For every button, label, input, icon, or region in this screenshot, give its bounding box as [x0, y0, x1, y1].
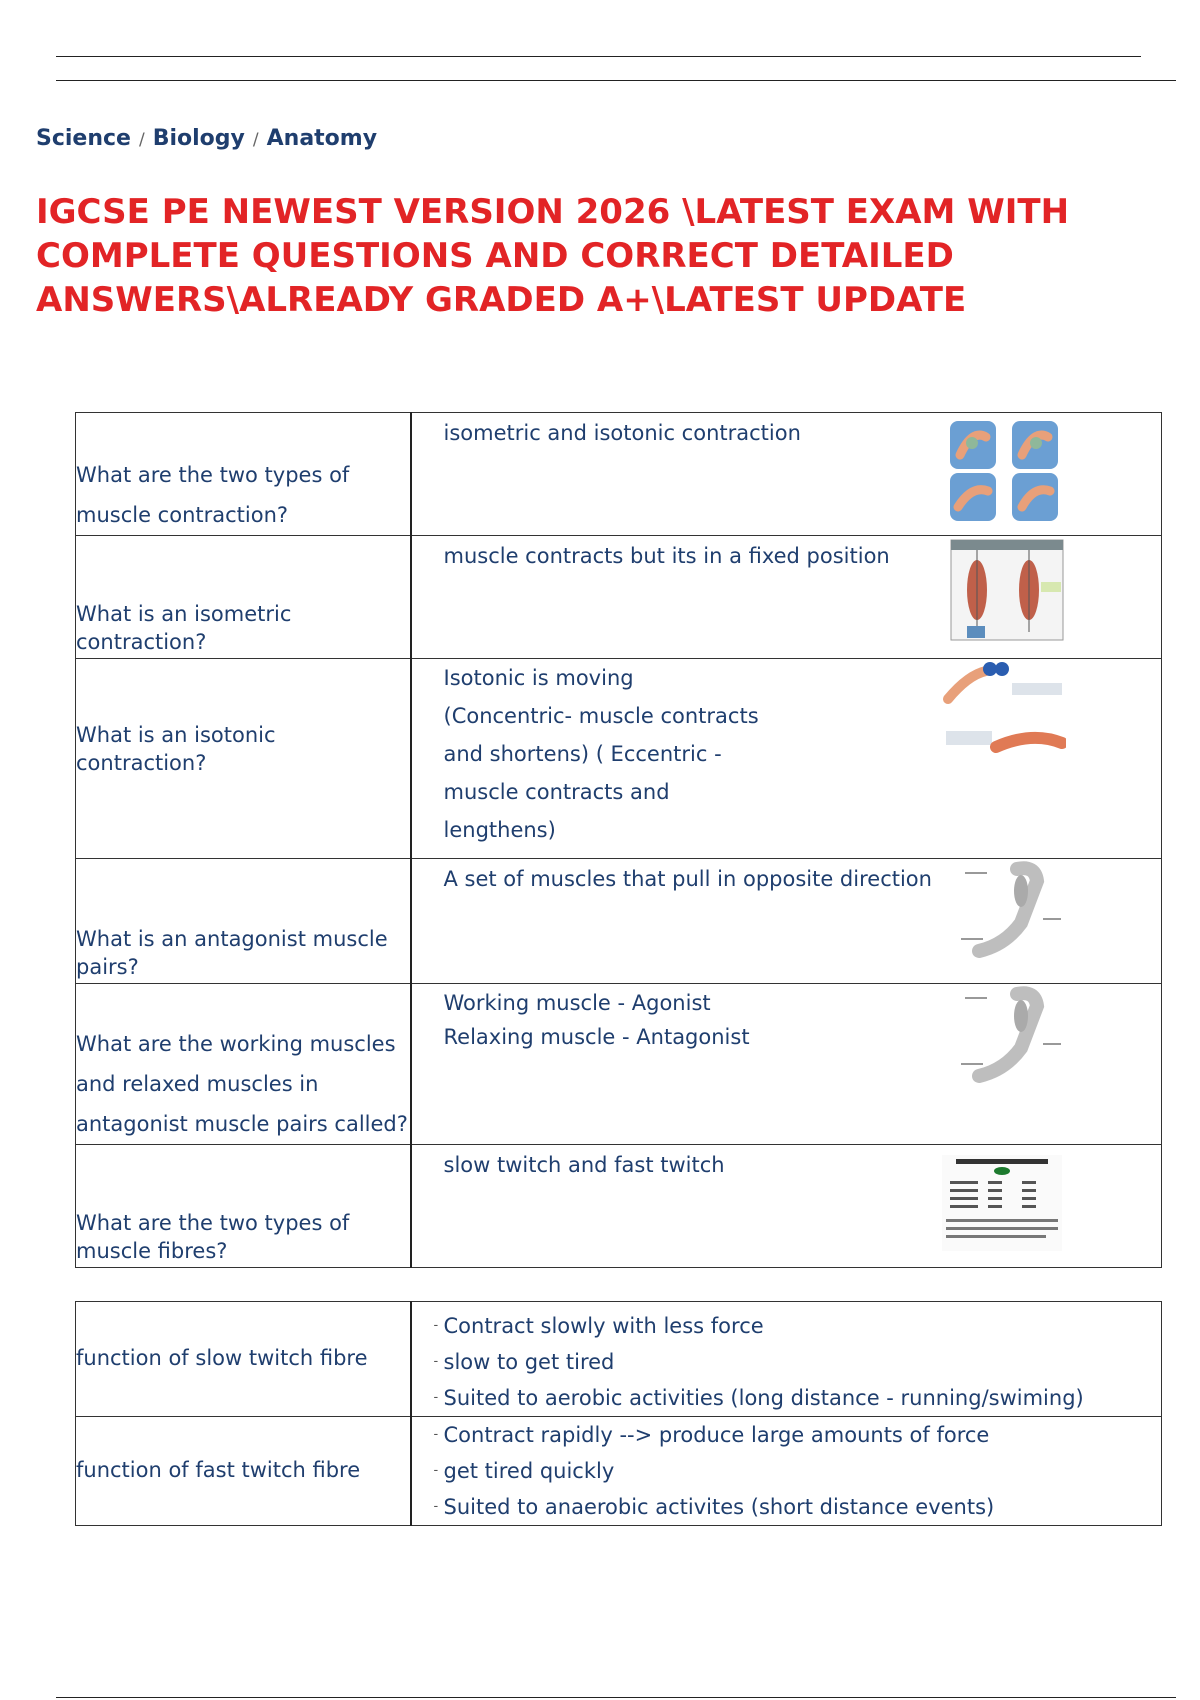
answer-text: isometric and isotonic contraction [443, 421, 801, 445]
question-text: What are the two types of muscle contraction? [76, 463, 350, 527]
list-item: - Contract rapidly --> produce large amounts of force [444, 1417, 1162, 1453]
fibre-comparison-table [942, 1155, 1062, 1251]
answer-cell [411, 859, 1162, 984]
table-row [76, 859, 1162, 984]
table-row [76, 659, 1162, 859]
arm-contraction-diagram [942, 415, 1062, 527]
question-text: What is an antagonist muscle pairs? [76, 927, 388, 979]
biceps-triceps-diagram [957, 986, 1067, 1086]
function-points-cell [411, 1417, 1162, 1526]
answer-text: slow twitch and fast twitch [443, 1153, 725, 1177]
answer-cell [411, 984, 1162, 1145]
answer-text: muscle contracts but its in a fixed position [443, 544, 890, 568]
function-label: function of slow twitch fibre [76, 1346, 368, 1370]
answer-cell [411, 413, 1162, 536]
answer-text: Isotonic is moving (Concentric- muscle contracts and shortens) ( Eccentric - muscle contracts and lengthens) [443, 666, 759, 842]
table-row [76, 536, 1162, 659]
question-text: What is an isometric contraction? [76, 602, 292, 654]
function-label-cell [76, 1417, 411, 1526]
question-text: What are the two types of muscle fibres? [76, 1211, 350, 1263]
table-row [76, 413, 1162, 536]
list-item: - Contract slowly with less force [444, 1308, 1162, 1344]
question-cell [76, 984, 411, 1145]
header-rule [56, 80, 1176, 81]
fibre-function-table [75, 1301, 1162, 1526]
question-text: What is an isotonic contraction? [76, 723, 276, 775]
isometric-muscle-diagram [947, 538, 1067, 642]
table-row [76, 1302, 1162, 1417]
list-item: - get tired quickly [444, 1453, 1162, 1489]
table-row [76, 984, 1162, 1145]
breadcrumb-science[interactable]: Science [36, 126, 131, 151]
biceps-triceps-diagram [957, 861, 1067, 961]
question-cell [76, 536, 411, 659]
function-label-cell [76, 1302, 411, 1417]
answer-cell [411, 536, 1162, 659]
table-row [76, 1417, 1162, 1526]
footer-rule [56, 1697, 1176, 1698]
breadcrumb [36, 126, 377, 151]
breadcrumb-separator: / [252, 130, 259, 150]
qa-table [75, 412, 1162, 1268]
breadcrumb-separator: / [138, 130, 145, 150]
top-rule [56, 56, 1141, 57]
question-cell [76, 859, 411, 984]
answer-text: A set of muscles that pull in opposite direction [443, 867, 932, 891]
answer-cell [411, 1145, 1162, 1268]
question-cell [76, 659, 411, 859]
list-item: - Suited to aerobic activities (long distance - running/swiming) [444, 1380, 1162, 1416]
question-cell [76, 413, 411, 536]
question-cell [76, 1145, 411, 1268]
list-item: - Suited to anaerobic activites (short distance events) [444, 1489, 1162, 1525]
list-item: - slow to get tired [444, 1344, 1162, 1380]
answer-text: Working muscle - Agonist Relaxing muscle - Antagonist [443, 991, 750, 1049]
function-points-cell [411, 1302, 1162, 1417]
question-text: What are the working muscles and relaxed muscles in antagonist muscle pairs called? [76, 1032, 408, 1136]
answer-cell [411, 659, 1162, 859]
function-points-list [412, 1417, 1162, 1525]
function-label: function of fast twitch fibre [76, 1458, 361, 1482]
isotonic-arm-diagram [942, 661, 1066, 761]
function-points-list [412, 1302, 1162, 1416]
breadcrumb-anatomy[interactable]: Anatomy [266, 126, 378, 151]
breadcrumb-biology[interactable]: Biology [152, 126, 245, 151]
document-title: IGCSE PE NEWEST VERSION 2026 \LATEST EXAM WITH COMPLETE QUESTIONS AND CORRECT DETAILED ANSWERS\ALREADY GRADED A+\LATEST UPDATE [36, 192, 1070, 320]
table-row [76, 1145, 1162, 1268]
